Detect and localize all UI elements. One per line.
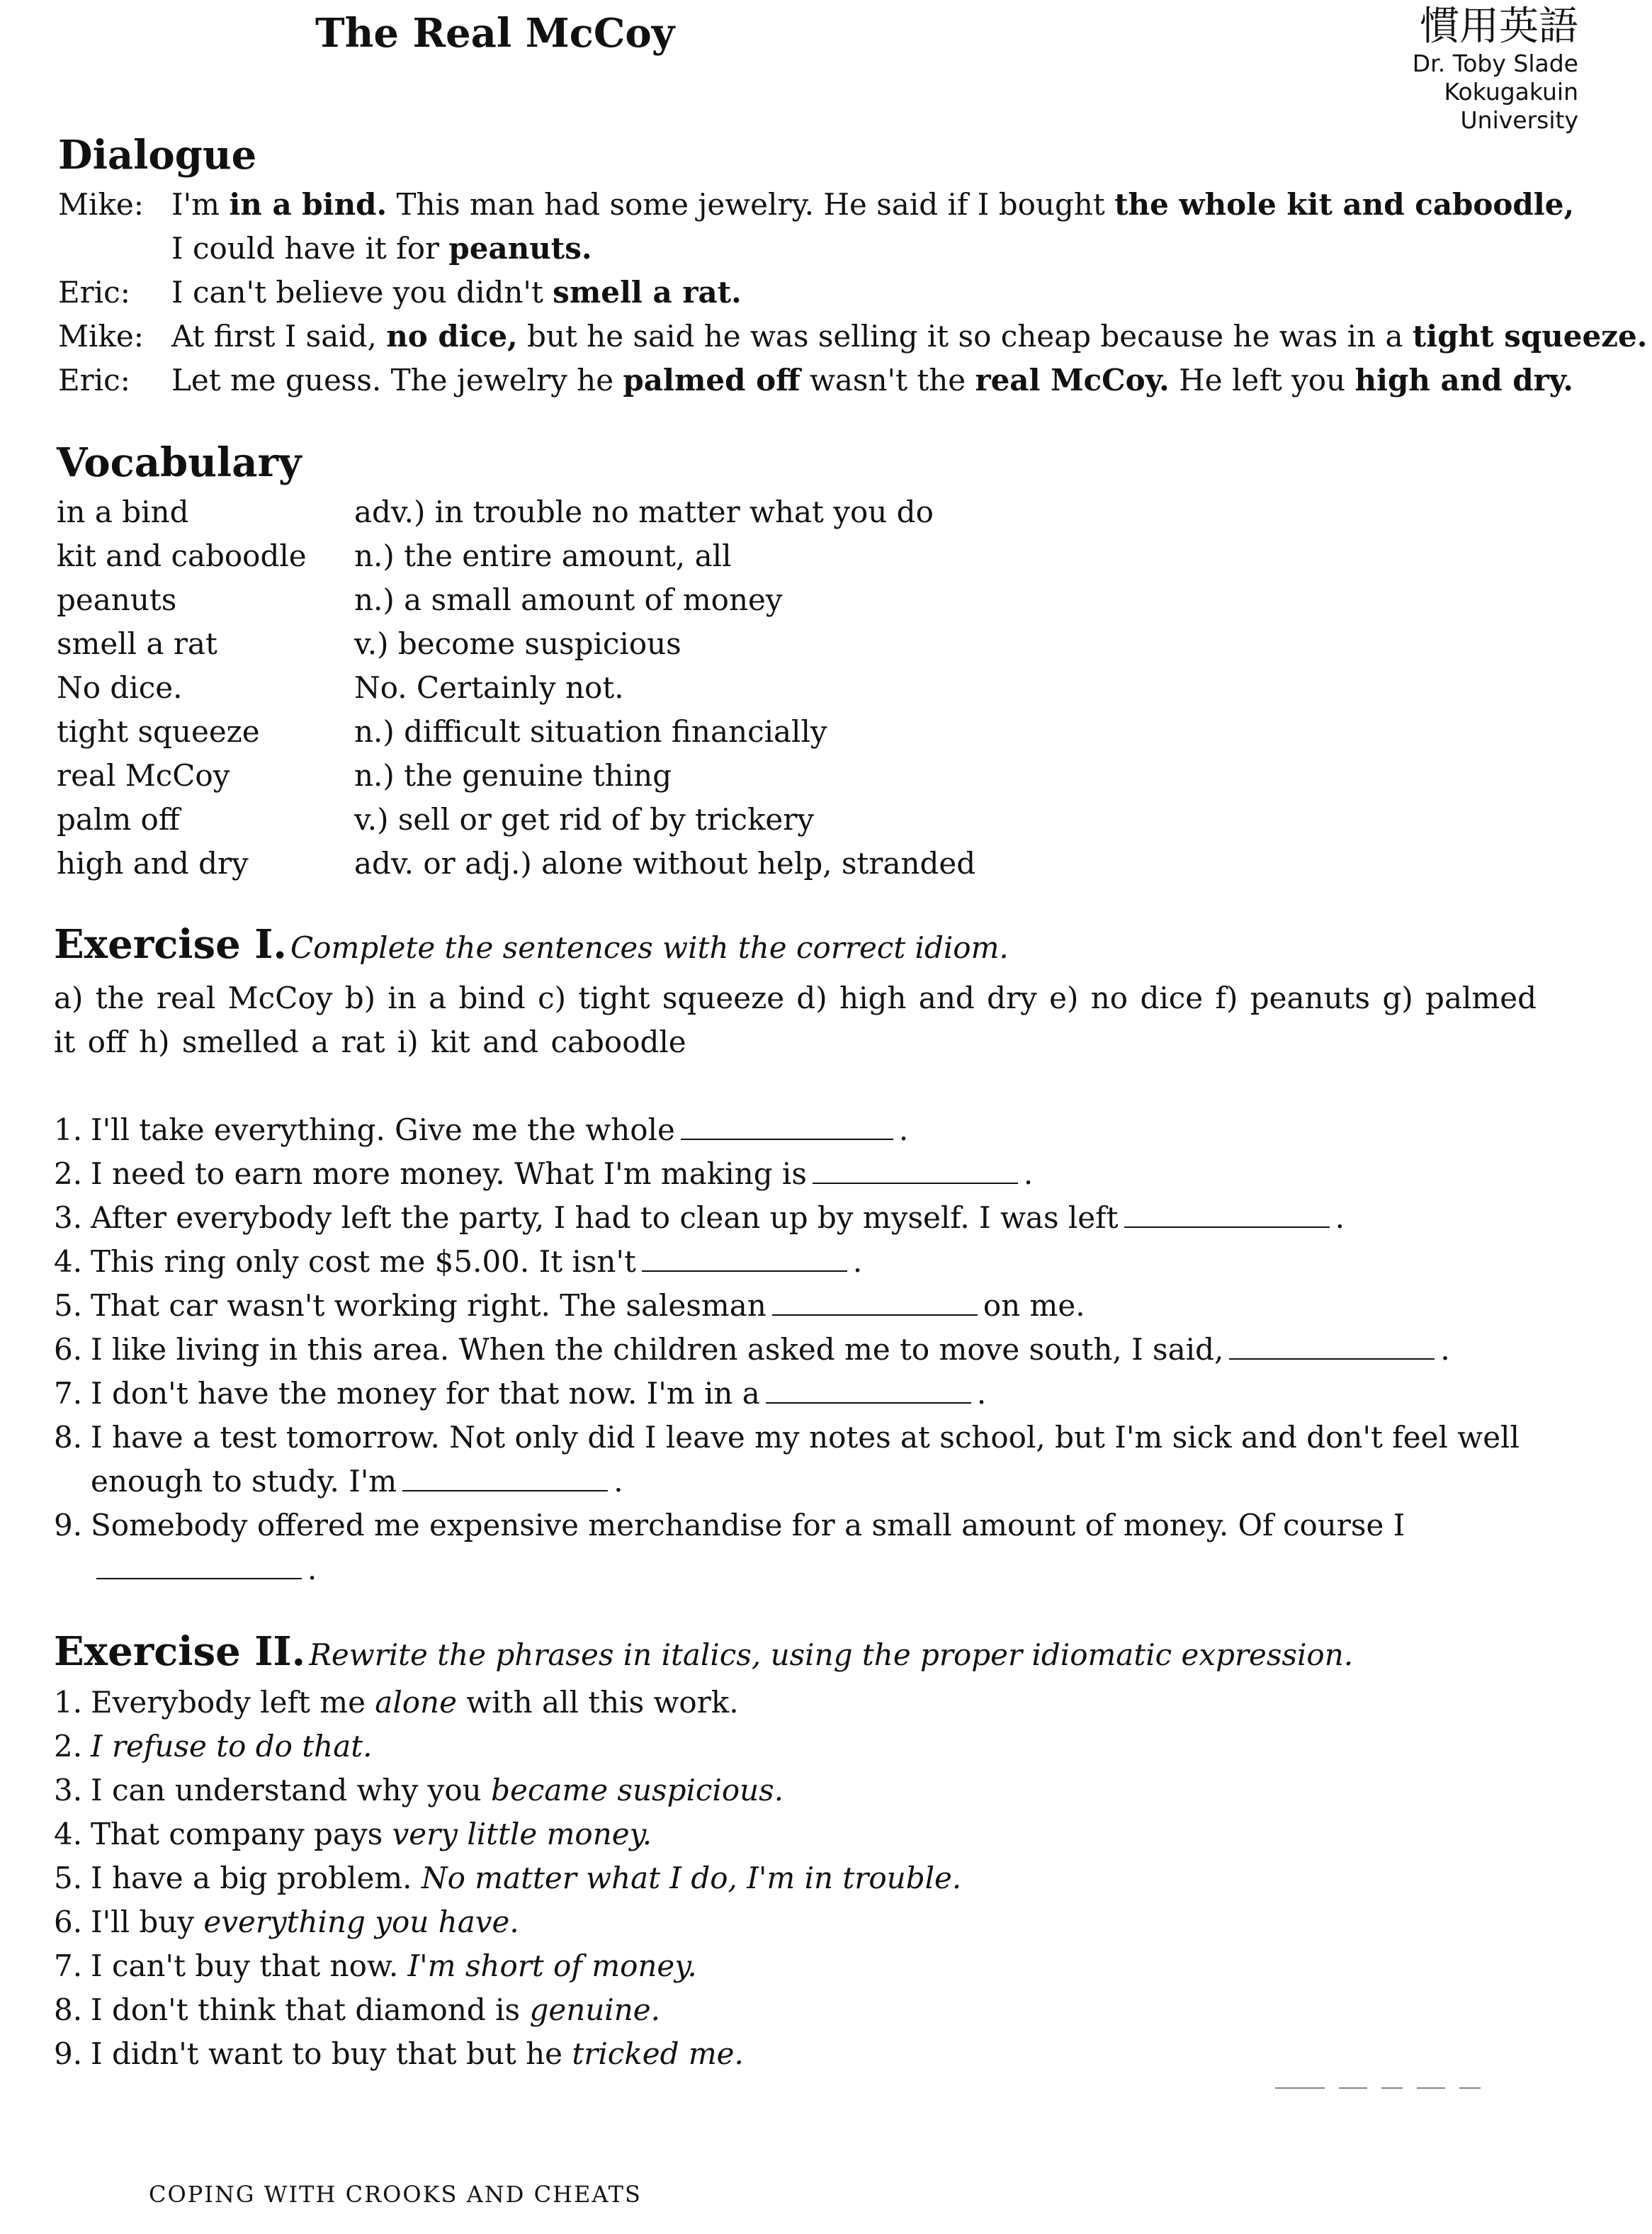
page-title: The Real McCoy: [315, 10, 675, 57]
vocab-term: real McCoy: [57, 758, 230, 793]
exercise-1-item: [54, 1547, 317, 1591]
dialogue-line: [58, 227, 592, 271]
vocab-term: peanuts: [57, 582, 177, 617]
speaker-label: Eric:: [58, 363, 130, 397]
speaker-label: Mike:: [58, 187, 144, 222]
dialogue-line: [58, 271, 742, 315]
vocab-row: [57, 534, 732, 578]
idiom-highlight: palmed off: [623, 363, 800, 397]
dialogue-text: I'm: [171, 187, 230, 222]
exercise-1-item: [54, 1240, 862, 1284]
vocab-definition: v.) sell or get rid of by trickery: [354, 802, 815, 837]
exercise-1-heading: Exercise I.: [54, 921, 287, 968]
institution-line-2: University: [1460, 106, 1578, 134]
exercise-2-item: [54, 1944, 697, 1988]
item-number: 9.: [54, 2036, 83, 2071]
vocab-definition: v.) become suspicious: [354, 626, 681, 661]
course-info: [1413, 4, 1578, 135]
item-text: enough to study. I'm: [91, 1464, 397, 1499]
exercise-2-item: [54, 1900, 519, 1944]
vocab-term: high and dry: [57, 846, 249, 881]
vocab-row: [57, 578, 783, 622]
answer-blank[interactable]: [96, 1550, 302, 1579]
dialogue-text: I can't believe you didn't: [171, 275, 553, 310]
answer-blank[interactable]: [772, 1286, 978, 1316]
dialogue-line: [58, 183, 1574, 227]
item-text: .: [1335, 1200, 1345, 1235]
item-text: .: [1440, 1332, 1450, 1367]
answer-blank[interactable]: [681, 1110, 893, 1140]
italic-phrase: everything you have.: [203, 1905, 519, 1939]
item-number: 8.: [54, 1420, 83, 1455]
vocab-term: kit and caboodle: [57, 538, 307, 573]
item-number: 3.: [54, 1200, 83, 1235]
item-text: on me.: [983, 1288, 1085, 1323]
idiom-highlight: real McCoy.: [975, 363, 1170, 397]
exercise-1-item: [54, 1196, 1345, 1240]
item-text: Somebody offered me expensive merchandise for a small amount of money. Of course I: [91, 1508, 1405, 1542]
exercise-1-item: [54, 1108, 908, 1152]
exercise-1-item: [54, 1416, 1520, 1460]
vocab-definition: n.) a small amount of money: [354, 582, 783, 617]
item-number: 5.: [54, 1288, 83, 1323]
exercise-1-instruction: Complete the sentences with the correct idiom.: [290, 930, 1009, 965]
answer-blank[interactable]: [402, 1462, 608, 1491]
dialogue-text: This man had some jewelry. He said if I bought: [387, 187, 1115, 222]
italic-phrase: No matter what I do, I'm in trouble.: [421, 1861, 962, 1895]
dialogue-text: He left you: [1169, 363, 1355, 397]
italic-phrase: became suspicious.: [491, 1773, 784, 1807]
item-text: Everybody left me: [91, 1685, 375, 1720]
vocab-definition: adv.) in trouble no matter what you do: [354, 495, 934, 529]
item-text: I don't have the money for that now. I'm in a: [91, 1376, 760, 1411]
item-text: I'll buy: [91, 1905, 204, 1939]
vocab-term: palm off: [57, 802, 180, 837]
item-text: I like living in this area. When the children asked me to move south, I said,: [91, 1332, 1224, 1367]
item-number: 1.: [54, 1112, 83, 1147]
item-text: I don't think that diamond is: [91, 1992, 530, 2027]
dialogue-line: [58, 315, 1647, 359]
exercise-1-item: [54, 1152, 1033, 1196]
item-text: with all this work.: [456, 1685, 739, 1720]
exercise-2-instruction: Rewrite the phrases in italics, using the proper idiomatic expression.: [309, 1637, 1354, 1672]
item-number: 6.: [54, 1332, 83, 1367]
answer-blank[interactable]: [1229, 1330, 1435, 1360]
item-number: 4.: [54, 1244, 83, 1279]
exercise-2-item: [54, 1856, 961, 1900]
exercise-2-item: [54, 1725, 372, 1768]
vocab-term: tight squeeze: [57, 714, 260, 749]
idiom-highlight: the whole kit and caboodle,: [1114, 187, 1575, 222]
item-text: I have a test tomorrow. Not only did I leave my notes at school, but I'm sick and don't feel well: [91, 1420, 1520, 1455]
vocab-row: [57, 710, 827, 754]
speaker-label: Mike:: [58, 319, 144, 354]
item-text: .: [613, 1464, 623, 1499]
speaker-label: Eric:: [58, 275, 130, 310]
exercise-2-item: [54, 2032, 744, 2076]
item-text: That car wasn't working right. The salesman: [91, 1288, 766, 1323]
vocab-term: in a bind: [57, 495, 189, 529]
vocab-row: [57, 754, 672, 798]
vocab-definition: No. Certainly not.: [354, 670, 624, 705]
item-text: .: [307, 1552, 317, 1586]
exercise-1-item: [54, 1460, 623, 1504]
exercise-2-item: [54, 1681, 739, 1725]
footer-text: COPING WITH CROOKS AND CHEATS: [149, 2181, 642, 2208]
vocab-term: No dice.: [57, 670, 183, 705]
exercise-2-item: [54, 1812, 652, 1856]
vocab-row: [57, 622, 681, 666]
vocab-row: [57, 842, 975, 886]
item-text: This ring only cost me $5.00. It isn't: [91, 1244, 636, 1279]
item-text: .: [1023, 1156, 1034, 1191]
exercise-2-item: [54, 1988, 660, 2032]
idiom-highlight: tight squeeze.: [1412, 319, 1648, 354]
item-text: I have a big problem.: [91, 1861, 422, 1895]
italic-phrase: I'm short of money.: [407, 1948, 697, 1983]
exercise-1-item: [54, 1504, 1405, 1547]
item-text: I can't buy that now.: [91, 1948, 408, 1983]
vocab-definition: n.) the entire amount, all: [354, 538, 732, 573]
dialogue-line: [58, 359, 1573, 402]
exercise-1-item: [54, 1284, 1085, 1328]
item-text: .: [852, 1244, 863, 1279]
idiom-highlight: peanuts.: [448, 231, 592, 266]
exercise-1-item: [54, 1328, 1450, 1372]
exercise-2-heading: Exercise II.: [54, 1628, 306, 1675]
dialogue-text: At first I said,: [171, 319, 387, 354]
exercise-1-options: a) the real McCoy b) in a bind c) tight squeeze d) high and dry e) no dice f) peanuts g) palmed: [54, 981, 1537, 1015]
vocab-term: smell a rat: [57, 626, 217, 661]
answer-blank[interactable]: [1124, 1198, 1330, 1228]
institution-line-1: Kokugakuin: [1444, 78, 1578, 106]
answer-blank[interactable]: [642, 1242, 847, 1272]
japanese-title: 慣用英語: [1420, 4, 1578, 50]
item-number: 5.: [54, 1861, 83, 1895]
item-text: I didn't want to buy that but he: [91, 2036, 572, 2071]
item-text: I need to earn more money. What I'm making is: [91, 1156, 807, 1191]
exercise-2-item: [54, 1768, 783, 1812]
item-text: That company pays: [91, 1817, 392, 1851]
vocab-definition: adv. or adj.) alone without help, stranded: [354, 846, 976, 881]
item-number: 7.: [54, 1376, 83, 1411]
author-name: Dr. Toby Slade: [1412, 50, 1578, 77]
idiom-highlight: smell a rat.: [553, 275, 742, 310]
item-text: I'll take everything. Give me the whole: [91, 1112, 675, 1147]
vocabulary-heading: Vocabulary: [57, 439, 302, 486]
vocab-definition: n.) the genuine thing: [354, 758, 672, 793]
item-number: 8.: [54, 1992, 83, 2027]
dialogue-text: Let me guess. The jewelry he: [171, 363, 623, 397]
answer-blank[interactable]: [766, 1374, 971, 1404]
italic-phrase: genuine.: [529, 1992, 660, 2027]
item-number: 6.: [54, 1905, 83, 1939]
vocab-definition: n.) difficult situation financially: [354, 714, 827, 749]
idiom-highlight: no dice,: [386, 319, 518, 354]
item-number: 4.: [54, 1817, 83, 1851]
dialogue-text: but he said he was selling it so cheap because he was in a: [517, 319, 1413, 354]
item-text: I can understand why you: [91, 1773, 492, 1807]
item-number: 2.: [54, 1156, 83, 1191]
vocab-row: [57, 666, 624, 710]
answer-blank[interactable]: [813, 1154, 1018, 1184]
italic-phrase: alone: [375, 1685, 457, 1720]
item-text: After everybody left the party, I had to clean up by myself. I was left: [91, 1200, 1119, 1235]
item-number: 7.: [54, 1948, 83, 1983]
idiom-highlight: high and dry.: [1354, 363, 1573, 397]
italic-phrase: I refuse to do that.: [91, 1729, 373, 1764]
exercise-1-item: [54, 1372, 986, 1416]
vocab-row: [57, 798, 814, 842]
vocab-row: [57, 490, 934, 534]
exercise-1-options: it off h) smelled a rat i) kit and caboodle: [54, 1025, 686, 1059]
exercise-1-header: [54, 921, 1009, 968]
item-number: 3.: [54, 1773, 83, 1807]
item-number: 9.: [54, 1508, 83, 1542]
exercise-2-header: [54, 1628, 1353, 1675]
item-number: 2.: [54, 1729, 83, 1764]
item-text: .: [976, 1376, 987, 1411]
dialogue-text: I could have it for: [171, 231, 449, 266]
dialogue-heading: Dialogue: [58, 132, 257, 179]
item-text: .: [898, 1112, 909, 1147]
italic-phrase: very little money.: [392, 1817, 652, 1851]
idiom-highlight: in a bind.: [229, 187, 387, 222]
item-number: 1.: [54, 1685, 83, 1720]
dialogue-text: wasn't the: [800, 363, 975, 397]
italic-phrase: tricked me.: [572, 2036, 744, 2071]
